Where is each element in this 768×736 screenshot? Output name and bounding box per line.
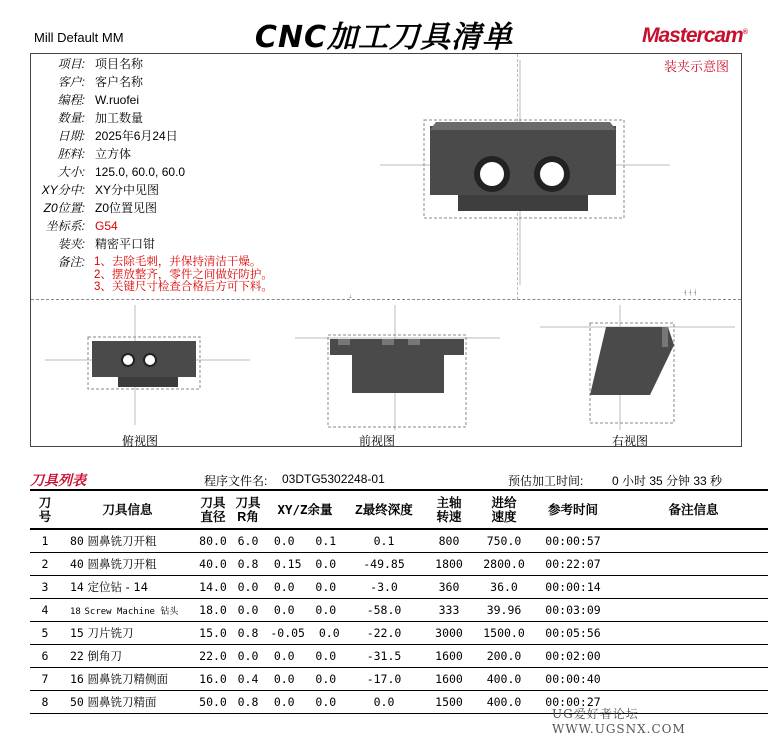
est-time-label: 预估加工时间: — [508, 474, 584, 488]
info-row-project: 项目: 项目名称 — [57, 57, 144, 71]
forum-watermark: UG爱好者论坛 WWW.UGSNX.COM — [552, 707, 686, 736]
col-corner-radius: 刀具 R角 — [231, 492, 265, 529]
table-row: 1 80 圆鼻铣刀开粗 80.0 6.0 0.0 0.1 0.1 800 750.0 00:00:57 — [30, 529, 768, 553]
fixture-diagram-label: 装夹示意图 — [664, 59, 730, 74]
info-row-fixture: 装夹: 精密平口钳 — [57, 237, 156, 251]
table-row: 7 16 圆鼻铣刀精侧面 16.0 0.4 0.0 0.0 -17.0 1600 400.0 00:00:40 — [30, 668, 768, 691]
table-row: 4 18 Screw Machine 钻头 18.0 0.0 0.0 0.0 -58.0 333 39.96 00:03:09 — [30, 599, 768, 622]
info-row-programmer: 编程: W.ruofei — [57, 93, 140, 107]
tool-list-title: 刀具列表 — [30, 472, 86, 488]
info-row-notes: 备注: — [57, 255, 85, 269]
col-spindle-speed: 主轴 转速 — [423, 492, 475, 529]
program-file-value: 03DTG5302248-01 — [282, 472, 385, 486]
info-row-xy-center: XY分中: XY分中见图 — [41, 183, 160, 197]
right-view-label: 右视图 — [612, 434, 649, 448]
table-row: 5 15 刀片铣刀 15.0 0.8 -0.05 0.0 -22.0 3000 1500.0 00:05:56 — [30, 622, 768, 645]
col-notes: 备注信息 — [613, 492, 768, 529]
isometric-part-drawing — [340, 60, 740, 300]
right-view-drawing — [540, 305, 740, 435]
front-view-label: 前视图 — [359, 434, 396, 448]
note-line-3: 3、关键尺寸检查合格后方可下料。 — [94, 281, 273, 293]
note-line-2: 2、摆放整齐，零件之间做好防护。 — [94, 268, 273, 281]
col-stock-allowance: XY/Z余量 — [265, 492, 345, 529]
machine-name: Mill Default MM — [34, 30, 124, 45]
info-row-customer: 客户: 客户名称 — [57, 75, 144, 89]
info-row-quantity: 数量: 加工数量 — [57, 111, 144, 125]
col-ref-time: 参考时间 — [533, 492, 613, 529]
col-diameter: 刀具 直径 — [195, 492, 231, 529]
tool-list-rule — [30, 489, 768, 491]
table-row: 2 40 圆鼻铣刀开粗 40.0 0.8 0.15 0.0 -49.85 1800 2800.0 00:22:07 — [30, 553, 768, 576]
col-final-depth: Z最终深度 — [345, 492, 423, 529]
col-tool-number: 刀 号 — [30, 492, 60, 529]
table-header-row — [30, 492, 768, 529]
note-line-1: 1、去除毛刺，并保持清洁干燥。 — [94, 256, 262, 268]
info-row-stock: 胚料: 立方体 — [57, 147, 132, 161]
page-title: CNC加工刀具清单 — [254, 20, 514, 55]
info-row-wcs: 坐标系: G54 — [45, 219, 118, 233]
table-row: 6 22 倒角刀 22.0 0.0 0.0 0.0 -31.5 1600 200.0 00:02:00 — [30, 645, 768, 668]
front-view-drawing — [290, 305, 510, 435]
est-time-value: 0 小时 35 分钟 33 秒 — [612, 474, 723, 488]
program-file-label: 程序文件名: — [204, 474, 268, 488]
project-info — [30, 55, 185, 271]
axis-mark: ⊥ — [348, 294, 353, 300]
top-view-drawing — [40, 305, 270, 435]
info-row-z0: Z0位置: Z0位置见图 — [43, 201, 158, 215]
col-tool-info: 刀具信息 — [60, 492, 195, 529]
top-view-label: 俯视图 — [122, 434, 159, 448]
table-row: 8 50 圆鼻铣刀精面 50.0 0.8 0.0 0.0 0.0 1500 400.0 00:00:27 — [30, 691, 768, 714]
table-row: 3 14 定位钻 - 14 14.0 0.0 0.0 0.0 -3.0 360 36.0 00:00:14 — [30, 576, 768, 599]
mastercam-logo: Mastercam® — [642, 24, 747, 47]
info-row-date: 日期: 2025年6月24日 — [57, 129, 178, 143]
info-row-size: 大小: 125.0, 60.0, 60.0 — [57, 165, 186, 179]
col-feed-rate: 进给 速度 — [475, 492, 533, 529]
tool-table — [30, 492, 768, 714]
notes-text — [94, 256, 273, 294]
scale-mark: ┤ ┤ ┤ — [684, 290, 698, 296]
